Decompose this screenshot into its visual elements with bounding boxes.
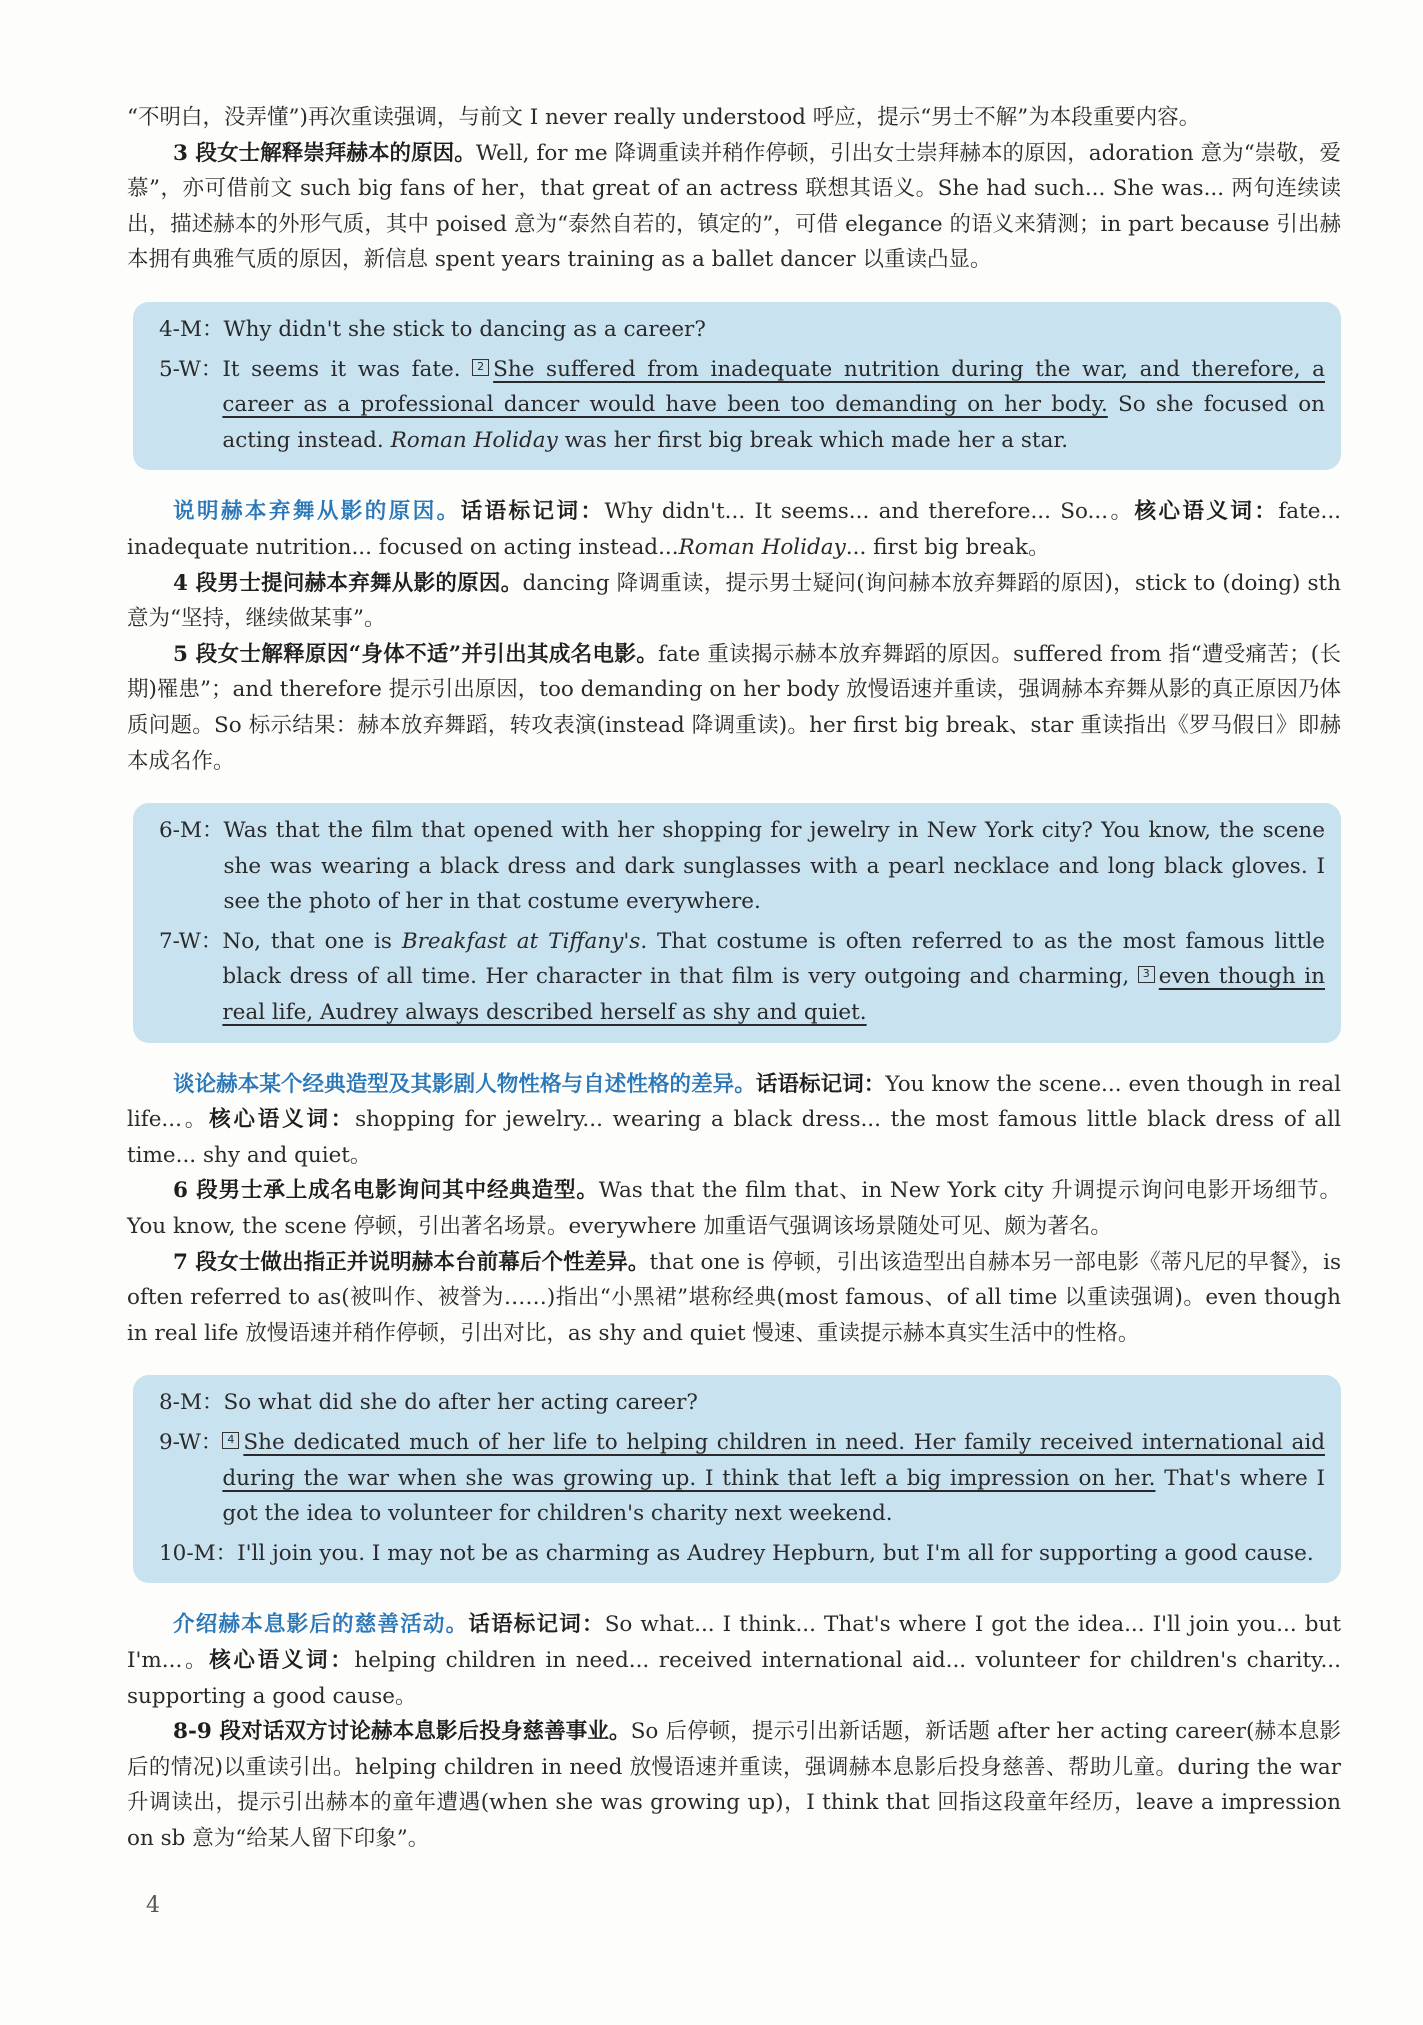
paragraph-body: Well, for me 降调重读并稍作停顿，引出女士崇拜赫本的原因，adoration 意为“崇敬，爱慕”，亦可借前文 such big fans of her，that great of an actress 联想其语义。She had such... She was... 两句连续读出，描述赫本的外形气质，其中 poised 意为“泰然自若的，镇定的”，可借 elegance 的语义来猜测；in part because 引出赫本拥有典雅气质的原因，新信息 spent years training as a ballet dancer 以重读凸显。 (127, 140, 1341, 273)
underlined-key-sentence: She dedicated much of her life to helping children in need. Her family received international aid during the war when she was growing up. I think that left a big impression on her. (222, 1430, 1325, 1491)
dialog-text: Why didn't she stick to dancing as a career? (223, 316, 706, 342)
paragraph-body: Was that the film that、in New York city 升调提示询问电影开场细节。You know, the scene 停顿，引出著名场景。everywhere 加重语气强调该场景随处可见、颇为著名。 (127, 1178, 1341, 1240)
dialog-text: Was that the film that opened with her shopping for jewelry in New York city? You know, the scene she was wearing a black dress and dark sunglasses with a pearl necklace and long black gloves. I see the photo of her in that costume everywhere. (223, 818, 1325, 915)
dialog-text-part: No, that one is (222, 928, 402, 954)
paragraph-body: dancing 降调重读，提示男士疑问(询问赫本放弃舞蹈的原因)，stick to (doing) sth 意为“坚持，继续做某事”。 (127, 570, 1341, 632)
dialog-line-5 (159, 352, 1325, 459)
core-words: fate... inadequate nutrition... focused on acting instead... (127, 499, 1341, 560)
paragraph-3-analysis (127, 136, 1341, 278)
page-content (127, 100, 1341, 1857)
paragraph-continued: “不明白，没弄懂”)再次重读强调，与前文 I never really understood 呼应，提示“男士不解”为本段重要内容。 (127, 105, 1201, 130)
dialog-box-1 (133, 302, 1341, 470)
question-number-mark: 2 (472, 359, 489, 376)
speaker-label: 5-W： (159, 356, 223, 382)
dialog-text-part: It seems it was fate. (222, 356, 461, 382)
dialog-box-2 (133, 803, 1341, 1043)
core-words-label: 核心语义词： (209, 1647, 355, 1673)
dialog-text (222, 352, 1325, 459)
question-number-mark: 3 (1138, 966, 1155, 983)
marker-words: Why didn't... It seems... and therefore... So...。 (604, 499, 1135, 525)
dialog-line-6 (159, 813, 1325, 920)
dialog-text: So what did she do after her acting career? (223, 1390, 698, 1416)
underlined-key-sentence: She suffered from inadequate nutrition during the war, and therefore, a career as a professional dancer would have been too demanding on her body. (222, 356, 1325, 418)
section-summary-heading: 说明赫本弃舞从影的原因。 (173, 499, 461, 525)
speaker-label: 9-W： (159, 1430, 223, 1455)
paragraph-4-analysis (127, 566, 1341, 637)
section-summary-4 (127, 1607, 1341, 1714)
marker-words: You know the scene... even though in real life...。 (127, 1071, 1341, 1133)
section-summary-heading: 介绍赫本息影后的慈善活动。 (173, 1612, 469, 1638)
marker-words-label: 话语标记词： (755, 1071, 886, 1097)
dialog-line-8 (159, 1385, 1325, 1421)
paragraph-7-analysis (127, 1245, 1341, 1352)
paragraph-heading: 8-9 段对话双方讨论赫本息影后投身慈善事业。 (173, 1719, 631, 1745)
marker-words-label: 话语标记词： (468, 1612, 605, 1638)
section-summary-3 (127, 1067, 1341, 1174)
marker-words-label: 话语标记词： (460, 499, 605, 525)
core-words-label: 核心语义词： (1134, 499, 1279, 525)
page-number: 4 (146, 1893, 160, 1918)
core-words: ... first big break。 (845, 534, 1050, 560)
paragraph-heading: 3 段女士解释崇拜赫本的原因。 (173, 140, 476, 166)
dialog-line-9 (159, 1425, 1325, 1532)
section-summary-heading: 谈论赫本某个经典造型及其影剧人物性格与自述性格的差异。 (173, 1071, 756, 1097)
paragraph-body: that one is 停顿，引出该造型出自赫本另一部电影《蒂凡尼的早餐》，is often referred to as(被叫作、被誉为……)指出“小黑裙”堪称经典(most famous、of all time 以重读强调)。even though in real life 放慢语速并稍作停顿，引出对比，as shy and quiet 慢速、重读提示赫本真实生活中的性格。 (127, 1249, 1341, 1346)
core-words: shopping for jewelry... wearing a black dress... the most famous little black dress of all time... shy and quiet。 (127, 1107, 1341, 1168)
dialog-line-4 (159, 312, 1325, 348)
dialog-box-3 (133, 1375, 1341, 1583)
speaker-label: 7-W： (159, 928, 223, 954)
dialog-text: I'll join you. I may not be as charming as Audrey Hepburn, but I'm all for supporting a good cause. (237, 1540, 1314, 1566)
paragraph-body: So 后停顿，提示引出新话题，新话题 after her acting career(赫本息影后的情况)以重读引出。helping children in need 放慢语速并重读，强调赫本息影后投身慈善、帮助儿童。during the war 升调读出，提示引出赫本的童年遭遇(when she was growing up)，I think that 回指这段童年经历，leave a impression on sb 意为“给某人留下印象”。 (127, 1719, 1341, 1851)
dialog-text-part: . That costume is often referred to as the most famous little black dress of all time. Her character in that film is very outgoing and charming, (222, 928, 1325, 990)
section-summary-2 (127, 494, 1341, 565)
dialog-line-7 (159, 924, 1325, 1031)
paragraph-6-analysis (127, 1173, 1341, 1244)
dialog-text-part: So she focused on acting instead. (222, 392, 1325, 453)
dialog-line-10 (159, 1536, 1325, 1572)
film-title: Roman Holiday (390, 427, 558, 453)
dialog-text (222, 924, 1325, 1031)
core-words: helping children in need... received international aid... volunteer for children's charity... supporting a good cause。 (127, 1647, 1341, 1709)
core-words-label: 核心语义词： (209, 1107, 356, 1133)
film-title: Breakfast at Tiffany's (401, 928, 641, 954)
dialog-text-part: was her first big break which made her a star. (557, 427, 1069, 453)
speaker-label: 4-M： (159, 316, 224, 342)
marker-words: So what... I think... That's where I got the idea... I'll join you... but I'm...。 (127, 1612, 1341, 1673)
film-title: Roman Holiday (678, 534, 846, 560)
speaker-label: 6-M： (159, 818, 224, 844)
question-number-mark: 4 (222, 1432, 239, 1449)
paragraph-8-9-analysis (127, 1714, 1341, 1856)
speaker-label: 10-M： (159, 1540, 238, 1566)
paragraph-5-analysis (127, 637, 1341, 779)
dialog-text (222, 1425, 1325, 1532)
underlined-key-sentence: even though in real life, Audrey always described herself as shy and quiet. (222, 964, 1325, 1026)
paragraph-heading: 6 段男士承上成名电影询问其中经典造型。 (173, 1178, 599, 1204)
dialog-text-part: That's where I got the idea to volunteer for children's charity next weekend. (222, 1465, 1325, 1527)
paragraph-heading: 7 段女士做出指正并说明赫本台前幕后个性差异。 (173, 1249, 650, 1275)
paragraph-heading: 5 段女士解释原因“身体不适”并引出其成名电影。 (173, 641, 659, 667)
paragraph-body: fate 重读揭示赫本放弃舞蹈的原因。suffered from 指“遭受痛苦；(长期)罹患”；and therefore 提示引出原因，too demanding on her body 放慢语速并重读，强调赫本弃舞从影的真正原因乃体质问题。So 标示结果：赫本放弃舞蹈，转攻表演(instead 降调重读)。her first big break、star 重读指出《罗马假日》即赫本成名作。 (127, 641, 1342, 774)
speaker-label: 8-M： (159, 1390, 224, 1416)
paragraph-heading: 4 段男士提问赫本弃舞从影的原因。 (173, 570, 523, 596)
